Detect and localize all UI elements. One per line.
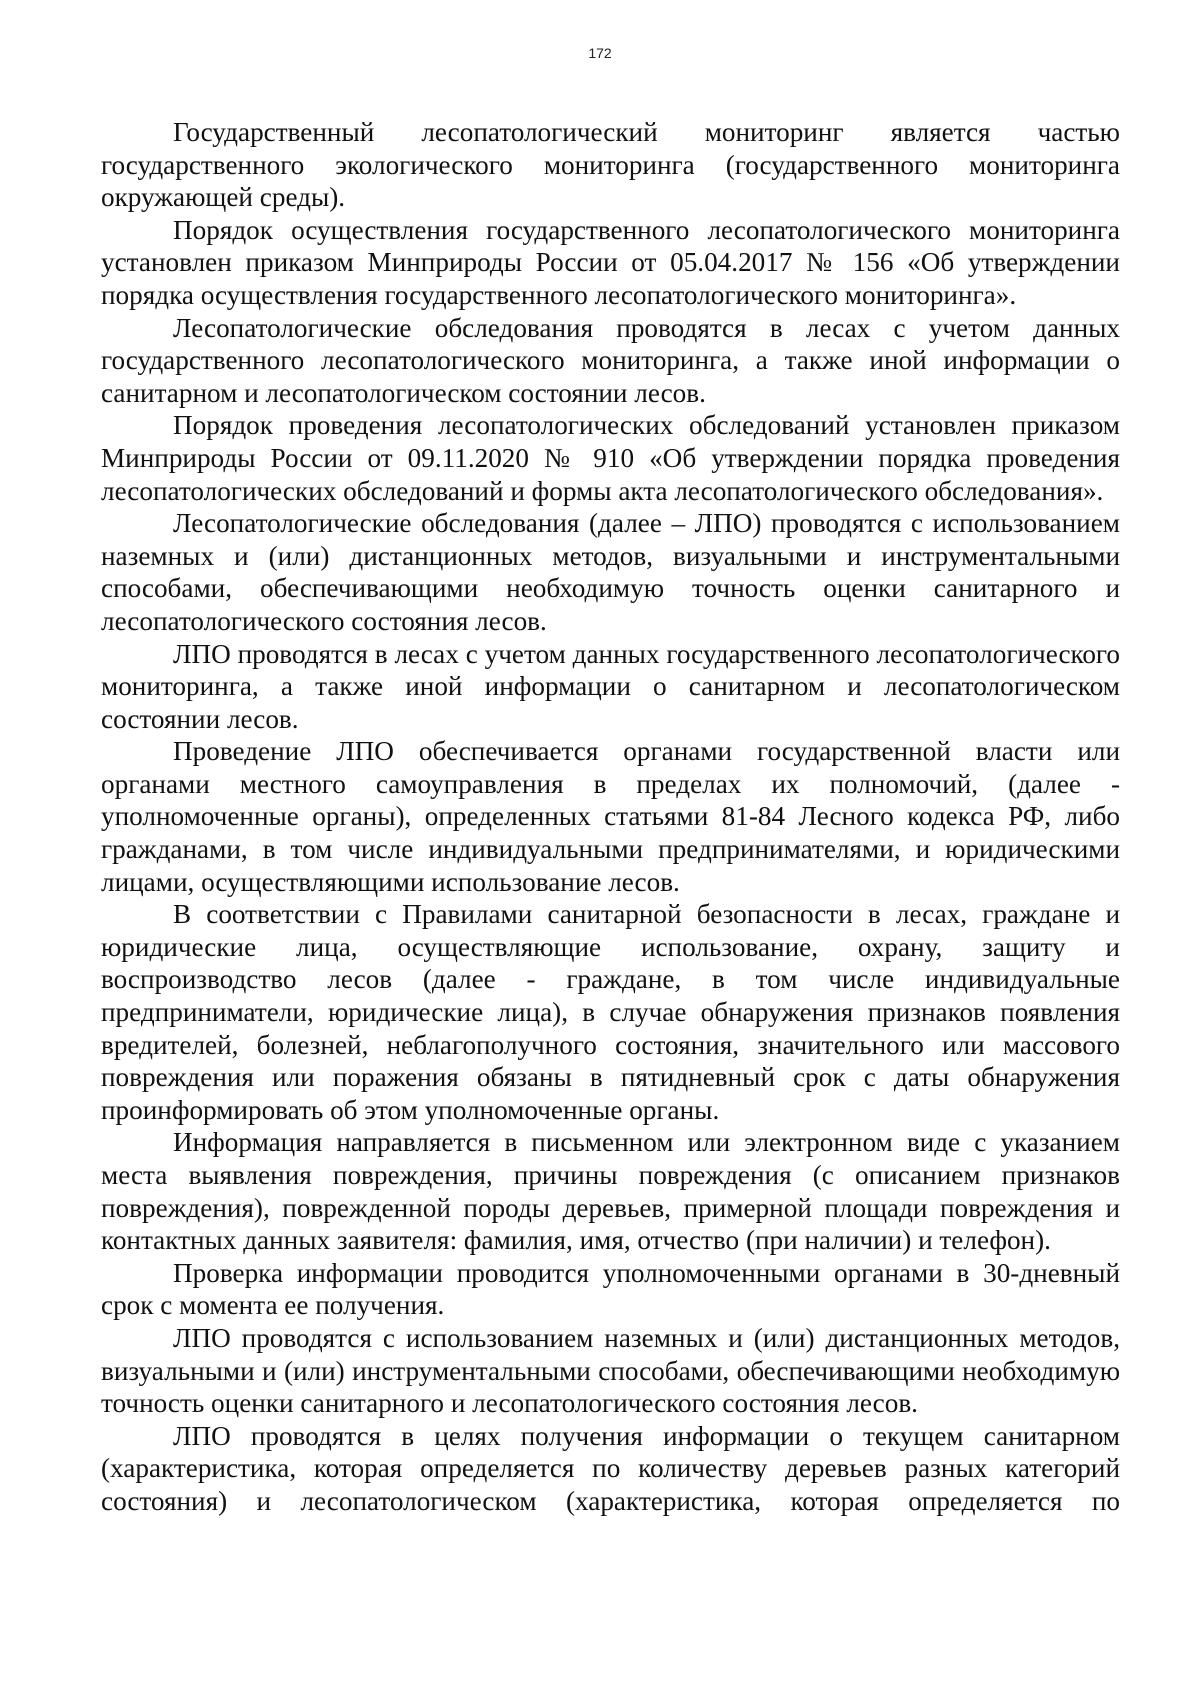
paragraph: Информация направляется в письменном или электронном виде с указанием места выявления повреждения, причины повреждения (с описанием признаков повреждения), поврежденной породы деревьев, примерной площади повреждения и контактных данных заявителя: фамилия, имя, отчество (при наличии) и телефон).: [101, 1127, 1120, 1256]
paragraph: Порядок проведения лесопатологических обследований установлен приказом Минприроды России от 09.11.2020 № 910 «Об утверждении порядка проведения лесопатологических обследований и формы акта лесопатологического обследования».: [101, 410, 1120, 506]
paragraph: ЛПО проводятся в лесах с учетом данных государственного лесопатологического мониторинга, а также иной информации о санитарном и лесопатологическом состоянии лесов.: [101, 638, 1120, 734]
document-body: [101, 116, 1120, 1518]
paragraph: ЛПО проводятся в целях получения информации о текущем санитарном (характеристика, которая определяется по количеству деревьев разных категорий состояния) и лесопатологическом (характеристика, которая определяется по: [101, 1420, 1120, 1516]
paragraph: Лесопатологические обследования (далее – ЛПО) проводятся с использованием наземных и (или) дистанционных методов, визуальными и инструментальными способами, обеспечивающими необходимую точность оценки санитарного и лесопатологического состояния лесов.: [101, 508, 1120, 636]
paragraph: Государственный лесопатологический мониторинг является частью государственного экологического мониторинга (государственного мониторинга окружающей среды).: [101, 117, 1120, 213]
paragraph: Лесопатологические обследования проводятся в лесах с учетом данных государственного лесопатологического мониторинга, а также иной информации о санитарном и лесопатологическом состоянии лесов.: [101, 312, 1120, 408]
paragraph: Проведение ЛПО обеспечивается органами государственной власти или органами местного самоуправления в пределах их полномочий, (далее - уполномоченные органы), определенных статьями 81-84 Лесного кодекса РФ, либо гражданами, в том числе индивидуальными предпринимателями, и юридическими лицами, осуществляющими использование лесов.: [101, 736, 1120, 897]
paragraph: Проверка информации проводится уполномоченными органами в 30-дневный срок с момента ее получения.: [101, 1257, 1120, 1321]
page-number: 172: [588, 45, 612, 61]
paragraph: В соответствии с Правилами санитарной безопасности в лесах, граждане и юридические лица, осуществляющие использование, охрану, защиту и воспроизводство лесов (далее - граждане, в том числе индивидуальные предприниматели, юридические лица), в случае обнаружения признаков появления вредителей, болезней, неблагополучного состояния, значительного или массового повреждения или поражения обязаны в пятидневный срок с даты обнаружения проинформировать об этом уполномоченные органы.: [101, 899, 1120, 1125]
paragraph: ЛПО проводятся с использованием наземных и (или) дистанционных методов, визуальными и (или) инструментальными способами, обеспечивающими необходимую точность оценки санитарного и лесопатологического состояния лесов.: [101, 1322, 1120, 1419]
paragraph: Порядок осуществления государственного лесопатологического мониторинга установлен приказом Минприроды России от 05.04.2017 № 156 «Об утверждении порядка осуществления государственного лесопатологического мониторинга».: [101, 214, 1120, 310]
